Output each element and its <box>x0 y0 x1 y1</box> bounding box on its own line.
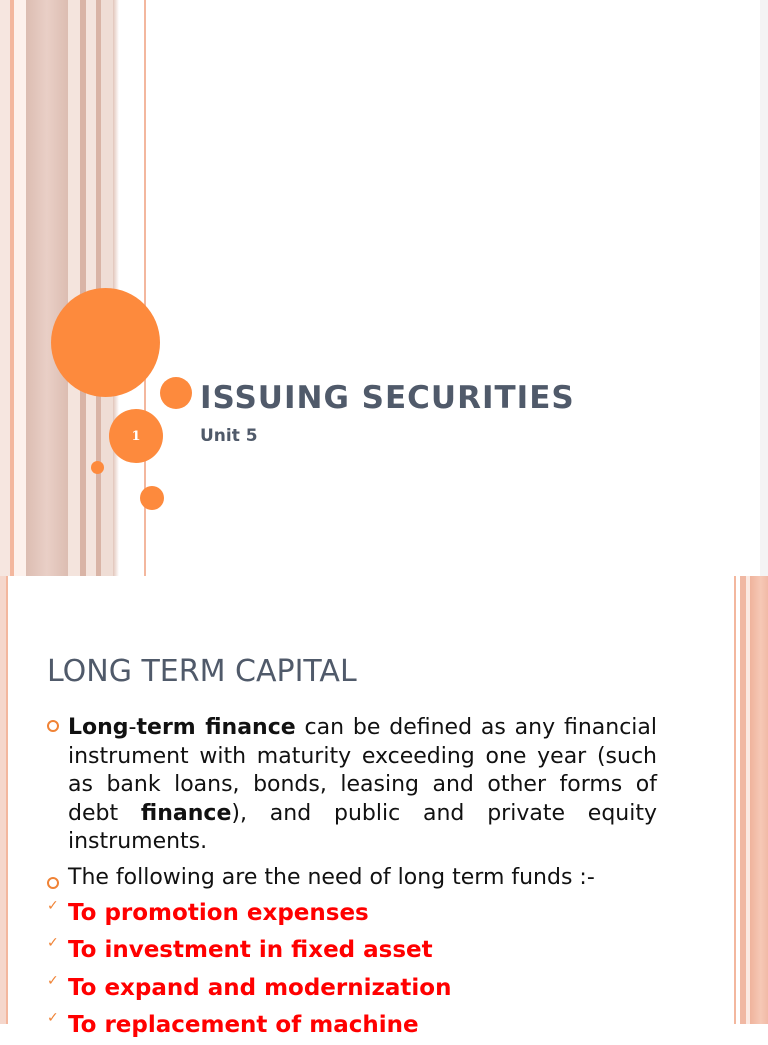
circle-bullet-icon <box>47 720 59 732</box>
circle-bullet-icon <box>47 877 59 889</box>
definition-paragraph <box>68 714 657 857</box>
decorative-band <box>750 576 768 1024</box>
bullet-list <box>47 714 657 1045</box>
left-edge-band <box>0 0 10 576</box>
slide-title: ISSUING SECURITIES <box>200 380 575 416</box>
list-item <box>47 714 657 857</box>
slide-title: LONG TERM CAPITAL <box>47 654 357 689</box>
small-orange-circle <box>160 377 192 409</box>
page-number-circle <box>109 409 163 463</box>
need-item-text: To replacement of machine <box>68 1012 419 1038</box>
definition-text: can be defined as any financial instrument with maturity exceeding one year (such as bank loans, bonds, leasing and other forms of debt <box>68 715 657 826</box>
list-item <box>47 895 657 933</box>
need-item-text: To promotion expenses <box>68 899 369 926</box>
slide-subtitle: Unit 5 <box>200 426 258 446</box>
tiny-orange-circle <box>91 461 104 474</box>
small-orange-circle <box>140 486 164 510</box>
need-item-text: To investment in fixed asset <box>68 937 433 963</box>
content-slide <box>0 576 768 1038</box>
right-edge-band <box>760 0 768 576</box>
decorative-band <box>68 0 80 576</box>
hyphen-text: - <box>128 715 137 740</box>
bold-term: finance <box>140 800 232 826</box>
checkmark-icon: ✓ <box>47 935 59 951</box>
checkmark-icon: ✓ <box>47 972 59 989</box>
bold-term: Long <box>68 715 129 740</box>
page-number: 1 <box>131 428 141 444</box>
checkmark-icon: ✓ <box>47 897 59 914</box>
list-item <box>47 970 657 1008</box>
checkmark-icon: ✓ <box>47 1010 59 1026</box>
left-edge-rule <box>6 576 8 1024</box>
list-item <box>47 932 657 970</box>
list-item <box>47 864 657 892</box>
decorative-band <box>26 0 68 576</box>
need-item-text: To expand and modernization <box>68 974 452 1001</box>
list-item <box>47 1007 657 1045</box>
large-orange-circle <box>51 288 160 397</box>
decorative-band <box>734 576 736 1024</box>
bold-term: term finance <box>136 715 296 740</box>
list-intro-text: The following are the need of long term funds :- <box>68 864 595 890</box>
definition-tail-text: ), and public and private equity instruments. <box>68 800 658 854</box>
